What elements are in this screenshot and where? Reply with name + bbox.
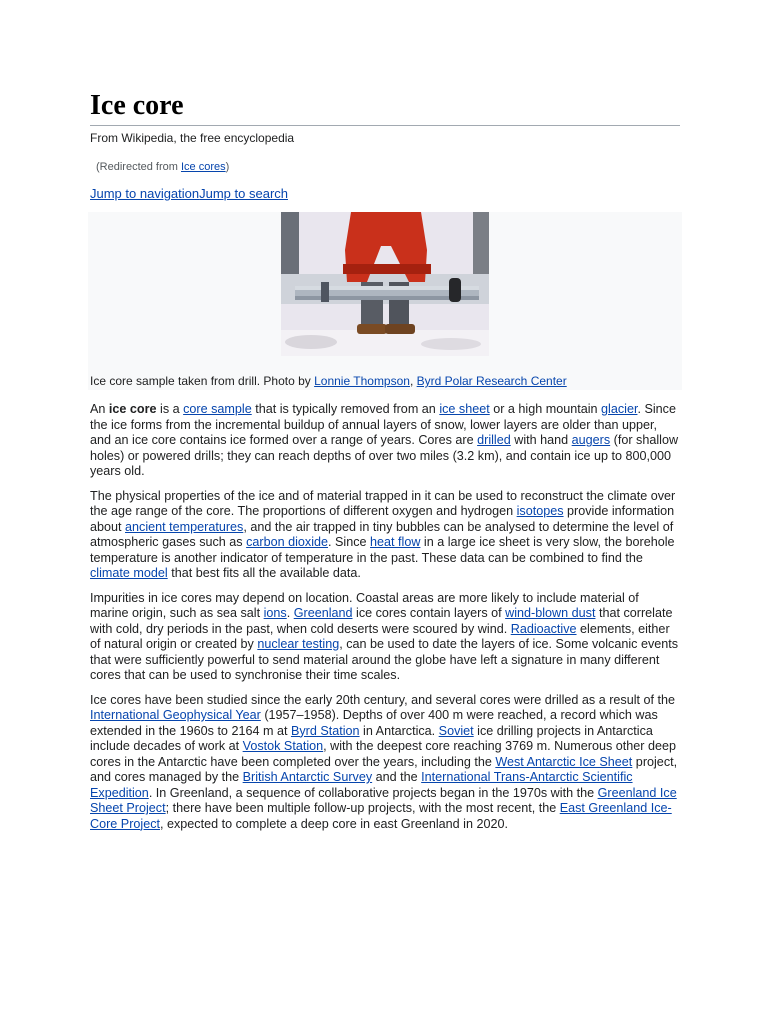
body-text: is a <box>156 402 184 416</box>
article-body <box>90 402 680 832</box>
article-link[interactable]: isotopes <box>516 504 564 518</box>
body-text: in Antarctica. <box>359 723 439 738</box>
body-text: . Since the ice forms from the incremental buildup of annual layers of snow, lower layers are older than upper, and an ice core contains ice formed over a range of years. Cores are <box>90 402 676 447</box>
body-text: that best fits all the available data. <box>167 566 361 580</box>
body-text: , and the air trapped in tiny bubbles can be analysed to determine the level of atmospheric gases such as <box>90 519 674 549</box>
article-link[interactable]: British Antarctic Survey <box>242 770 373 784</box>
figure <box>88 212 682 390</box>
body-text: . In Greenland, a sequence of collaborative projects began in the 1970s with the <box>148 785 598 800</box>
body-text: (1957–1958). Depths of over 400 m were reached, a record which was extended in the 1960s to 2164 m at <box>90 708 658 738</box>
body-text: (for shallow holes) or powered drills; they can reach depths of over two miles (3.2 km), and contain ice up to 800,000 years old. <box>90 433 679 478</box>
paragraph <box>90 402 680 480</box>
body-text: or a high mountain <box>489 402 602 416</box>
caption-link-byrd-polar[interactable]: Byrd Polar Research Center <box>416 374 567 388</box>
caption-separator: , <box>409 374 417 388</box>
body-text: . <box>286 606 294 620</box>
body-text: ice drilling projects in Antarctica include decades of work at <box>90 723 653 753</box>
article-link[interactable]: wind-blown dust <box>505 606 596 620</box>
caption-text: Ice core sample taken from drill. Photo by <box>90 374 315 388</box>
article-link[interactable]: Soviet <box>438 723 474 738</box>
body-text: Impurities in ice cores may depend on location. Coastal areas are more likely to include material of marine origin, such as sea salt <box>90 590 639 620</box>
jump-to-search-link[interactable]: Jump to search <box>199 186 288 201</box>
article-link[interactable]: heat flow <box>370 535 421 549</box>
body-text: ; there have been multiple follow-up projects, with the most recent, the <box>165 801 560 815</box>
article-link[interactable]: Byrd Station <box>290 723 360 738</box>
article-link[interactable]: carbon dioxide <box>246 535 329 549</box>
redirect-link[interactable]: Ice cores <box>180 161 226 173</box>
jump-links <box>90 186 680 202</box>
body-text: that correlate with cold, dry periods in the past, when cold deserts were scoured by wind. <box>90 606 673 636</box>
article-link[interactable]: West Antarctic Ice Sheet <box>495 754 633 769</box>
paragraph <box>90 591 680 684</box>
body-text: project, and cores managed by the <box>90 754 678 784</box>
article-link[interactable]: augers <box>571 433 611 447</box>
body-text: that is typically removed from an <box>251 402 440 416</box>
article-link[interactable]: nuclear testing <box>257 637 340 651</box>
redirect-notice <box>96 160 680 174</box>
redirect-suffix: ) <box>225 161 230 173</box>
article-link[interactable]: ice sheet <box>439 402 490 416</box>
ice-core-photo[interactable] <box>281 212 489 356</box>
paragraph <box>90 693 680 833</box>
redirect-prefix: (Redirected from <box>96 161 181 173</box>
article-link[interactable]: Vostok Station <box>242 739 324 753</box>
article-link[interactable]: Greenland Ice Sheet Project <box>90 785 677 815</box>
article-link[interactable]: Radioactive <box>510 621 577 636</box>
article-link[interactable]: International Geophysical Year <box>90 708 261 722</box>
article-link[interactable]: climate model <box>90 566 168 580</box>
body-text: elements, either of natural origin or created by <box>90 621 670 651</box>
article-link[interactable]: Greenland <box>293 606 353 620</box>
body-text: and the <box>372 770 422 784</box>
article-link[interactable]: East Greenland Ice-Core Project <box>90 801 672 831</box>
body-text: , with the deepest core reaching 3769 m. Numerous other deep cores in the Antarctic have been completed over the years, including the <box>90 739 676 769</box>
article-link[interactable]: core sample <box>183 402 252 416</box>
article-link[interactable]: glacier <box>601 402 638 416</box>
body-text: The physical properties of the ice and of material trapped in it can be used to reconstruct the climate over the age range of the core. The proportions of different oxygen and hydrogen <box>90 488 676 518</box>
body-text: with hand <box>510 433 572 447</box>
article-link[interactable]: ancient temperatures <box>125 519 244 534</box>
jump-to-navigation-link[interactable]: Jump to navigation <box>90 186 200 201</box>
body-text: An <box>90 402 109 416</box>
bold-term: ice core <box>108 402 157 416</box>
caption-link-lonnie-thompson[interactable]: Lonnie Thompson <box>314 374 410 388</box>
paragraph <box>90 489 680 582</box>
body-text: provide information about <box>90 504 675 534</box>
body-text: , expected to complete a deep core in east Greenland in 2020. <box>160 816 508 831</box>
body-text: Ice cores have been studied since the early 20th century, and several cores were drilled as a result of the <box>90 692 676 707</box>
site-tagline: From Wikipedia, the free encyclopedia <box>90 131 295 145</box>
article-link[interactable]: International Trans-Antarctic Scientific Expedition <box>90 770 633 800</box>
body-text: . Since <box>328 535 371 549</box>
article <box>90 88 680 841</box>
page-title: Ice core <box>90 88 680 126</box>
body-text: ice cores contain layers of <box>352 606 506 620</box>
body-text: , can be used to date the layers of ice. Some volcanic events that were sufficiently powerful to send material around the globe have left a signature in many different cores that can be used to synchronise their time scales. <box>90 637 679 682</box>
article-link[interactable]: ions <box>263 606 287 620</box>
figure-caption <box>88 356 682 388</box>
body-text: in a large ice sheet is very slow, the borehole temperature is another indicator of temperature in the past. These data can be combined to find the <box>90 535 675 565</box>
article-link[interactable]: drilled <box>477 433 511 447</box>
